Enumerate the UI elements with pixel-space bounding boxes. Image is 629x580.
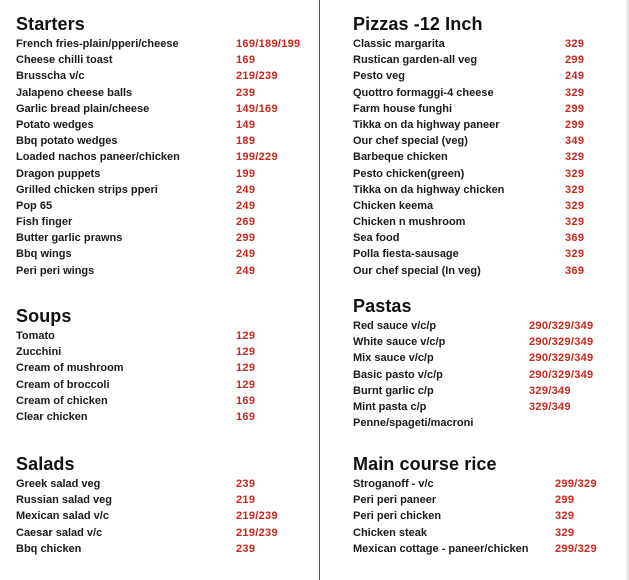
menu-item xyxy=(16,360,316,376)
menu-item xyxy=(353,334,623,350)
menu-item-price: 239 xyxy=(236,542,256,555)
menu-item-price: 329 xyxy=(555,526,575,539)
menu-item-name: Classic margarita xyxy=(353,38,445,50)
menu-item xyxy=(353,85,623,101)
menu-item xyxy=(16,68,316,84)
menu-item-name: Fish finger xyxy=(16,216,73,229)
menu-item xyxy=(16,393,316,409)
menu-item-name: Pop 65 xyxy=(16,199,53,212)
menu-item xyxy=(16,328,316,344)
menu-item-name: Grilled chicken strips pperi xyxy=(16,183,158,196)
menu-item xyxy=(16,344,316,360)
section-title-pizzas: Pizzas -12 Inch xyxy=(353,14,483,34)
menu-item-name: Peri peri wings xyxy=(16,264,95,277)
menu-item-name: Our chef special (In veg) xyxy=(353,264,481,277)
menu-item-price: 199 xyxy=(236,167,256,180)
menu-item-price: 329 xyxy=(565,86,585,99)
menu-item-name: Peri peri chicken xyxy=(353,510,442,523)
menu-item-price: 129 xyxy=(236,378,256,391)
menu-item-name: Pesto chicken(green) xyxy=(353,167,465,180)
soups-section xyxy=(16,306,316,425)
menu-item xyxy=(353,541,623,557)
menu-item-price: 249 xyxy=(236,264,256,277)
menu-item-price: 299 xyxy=(236,232,256,245)
menu-item xyxy=(353,383,623,399)
menu-item xyxy=(16,149,316,165)
menu-item xyxy=(353,52,623,68)
page-edge xyxy=(625,0,629,580)
menu-item xyxy=(16,377,316,393)
menu-item-price: 290/329/349 xyxy=(529,336,594,349)
menu-item xyxy=(16,263,316,279)
column-divider xyxy=(319,0,320,580)
menu-item-price: 329 xyxy=(565,216,585,229)
menu-item xyxy=(353,68,623,84)
menu-item-name: Barbeque chicken xyxy=(353,151,448,164)
menu-item xyxy=(16,508,316,524)
menu-item-name: Tikka on da highway chicken xyxy=(353,183,505,196)
menu-item-name: Chicken steak xyxy=(353,526,427,539)
menu-item-price: 349 xyxy=(565,135,585,148)
pizzas-items xyxy=(353,36,623,279)
starters-section xyxy=(16,14,316,279)
menu-item-price: 219/239 xyxy=(236,70,278,83)
menu-item-price: 329/349 xyxy=(529,384,571,397)
menu-item xyxy=(16,101,316,117)
menu-item-name: French fries-plain/pperi/cheese xyxy=(16,38,179,50)
menu-item-price: 369 xyxy=(565,232,585,245)
section-title-soups: Soups xyxy=(16,306,72,326)
menu-item xyxy=(16,52,316,68)
menu-item xyxy=(353,149,623,165)
pizzas-section xyxy=(353,14,623,279)
menu-item-price: 169 xyxy=(236,54,256,67)
menu-item-price: 239 xyxy=(236,478,256,490)
menu-item-price: 219 xyxy=(236,494,256,507)
rice-section xyxy=(353,454,623,557)
menu-item-name: Dragon puppets xyxy=(16,167,101,180)
menu-item-price: 239 xyxy=(236,86,256,99)
rice-items xyxy=(353,476,623,557)
menu-item xyxy=(16,182,316,198)
menu-item xyxy=(353,198,623,214)
menu-item xyxy=(16,133,316,149)
menu-item-price: 149 xyxy=(236,118,256,131)
menu-item-price: 299/329 xyxy=(555,478,597,490)
menu-item-price: 290/329/349 xyxy=(529,352,594,365)
menu-item-price: 169 xyxy=(236,394,256,407)
menu-item-price: 329 xyxy=(565,38,585,50)
menu-item-name: Bbq wings xyxy=(16,248,72,261)
menu-item-name: Tikka on da highway paneer xyxy=(353,118,500,131)
menu-item-price: 329/349 xyxy=(529,400,571,413)
menu-item-name: Sea food xyxy=(353,232,400,245)
menu-item-price: 199/229 xyxy=(236,151,278,164)
menu-item-price: 290/329/349 xyxy=(529,320,594,332)
pastas-items xyxy=(353,318,623,431)
menu-item-name: Butter garlic prawns xyxy=(16,232,123,245)
menu-item xyxy=(16,230,316,246)
menu-item-price: 269 xyxy=(236,216,256,229)
menu-item-name: Chicken keema xyxy=(353,199,434,212)
menu-item xyxy=(353,101,623,117)
starters-items xyxy=(16,36,316,279)
menu-item-price: 329 xyxy=(565,199,585,212)
section-title-rice: Main course rice xyxy=(353,454,497,474)
menu-item xyxy=(353,492,623,508)
menu-item xyxy=(353,525,623,541)
menu-item xyxy=(16,85,316,101)
menu-item-name: Zucchini xyxy=(16,346,62,359)
menu-item-name: Russian salad veg xyxy=(16,494,112,507)
menu-item-price: 290/329/349 xyxy=(529,368,594,381)
menu-item-price: 249 xyxy=(236,199,256,212)
menu-item-name: White sauce v/c/p xyxy=(353,336,446,349)
menu-item xyxy=(353,214,623,230)
menu-item-price: 149/169 xyxy=(236,102,278,115)
menu-item-name: Penne/spageti/macroni xyxy=(353,417,474,430)
menu-item xyxy=(16,246,316,262)
menu-item xyxy=(353,415,623,431)
menu-item-name: Basic pasto v/c/p xyxy=(353,368,443,381)
menu-item xyxy=(353,508,623,524)
menu-item-price: 169/189/199 xyxy=(236,38,301,50)
menu-item-name: Jalapeno cheese balls xyxy=(16,86,133,99)
menu-item-price: 219/239 xyxy=(236,526,278,539)
menu-item-price: 299 xyxy=(565,102,585,115)
menu-item-name: Peri peri paneer xyxy=(353,494,437,507)
menu-item xyxy=(353,476,623,492)
menu-item-name: Bbq potato wedges xyxy=(16,135,118,148)
menu-item-name: Polla fiesta-sausage xyxy=(353,248,459,261)
menu-item-name: Greek salad veg xyxy=(16,478,101,490)
menu-item xyxy=(16,525,316,541)
menu-item-name: Our chef special (veg) xyxy=(353,135,468,148)
menu-item-name: Stroganoff - v/c xyxy=(353,478,434,490)
soups-items xyxy=(16,328,316,425)
menu-item-name: Cream of chicken xyxy=(16,394,108,407)
menu-item xyxy=(353,367,623,383)
menu-item xyxy=(353,246,623,262)
section-title-starters: Starters xyxy=(16,14,85,34)
menu-item-price: 129 xyxy=(236,346,256,359)
section-title-salads: Salads xyxy=(16,454,75,474)
section-title-pastas: Pastas xyxy=(353,296,412,316)
menu-item xyxy=(353,166,623,182)
menu-item xyxy=(16,476,316,492)
menu-item xyxy=(353,117,623,133)
menu-item-price: 329 xyxy=(565,183,585,196)
menu-item xyxy=(353,230,623,246)
menu-item xyxy=(353,133,623,149)
menu-item xyxy=(353,263,623,279)
menu-item-price: 129 xyxy=(236,362,256,375)
menu-item-price: 299 xyxy=(555,494,575,507)
menu-item-name: Quottro formaggi-4 cheese xyxy=(353,86,494,99)
menu-item-name: Cheese chilli toast xyxy=(16,54,113,67)
menu-item xyxy=(353,399,623,415)
menu-item-name: Potato wedges xyxy=(16,118,94,131)
menu-item xyxy=(16,36,316,52)
menu-item-price: 329 xyxy=(555,510,575,523)
menu-item xyxy=(353,350,623,366)
menu-item-name: Pesto veg xyxy=(353,70,405,83)
menu-item-name: Red sauce v/c/p xyxy=(353,320,437,332)
salads-section xyxy=(16,454,316,557)
menu-item-name: Loaded nachos paneer/chicken xyxy=(16,151,180,164)
pastas-section xyxy=(353,296,623,431)
menu-item-name: Brusscha v/c xyxy=(16,70,85,83)
menu-item xyxy=(16,541,316,557)
menu-item xyxy=(16,166,316,182)
menu-item-name: Mexican cottage - paneer/chicken xyxy=(353,542,529,555)
salads-items xyxy=(16,476,316,557)
menu-item-price: 129 xyxy=(236,330,256,342)
menu-item xyxy=(353,182,623,198)
menu-item xyxy=(16,492,316,508)
menu-item-name: Mexican salad v/c xyxy=(16,510,109,523)
menu-item-name: Rustican garden-all veg xyxy=(353,54,478,67)
menu-item-price: 329 xyxy=(565,248,585,261)
menu-item-name: Farm house funghi xyxy=(353,102,452,115)
menu-item-name: Cream of broccoli xyxy=(16,378,110,391)
menu-item xyxy=(16,214,316,230)
menu-item xyxy=(16,409,316,425)
menu-item-price: 299 xyxy=(565,118,585,131)
menu-item-name: Bbq chicken xyxy=(16,542,82,555)
menu-item xyxy=(16,198,316,214)
menu-item-price: 219/239 xyxy=(236,510,278,523)
menu-item-name: Garlic bread plain/cheese xyxy=(16,102,150,115)
menu-item-name: Chicken n mushroom xyxy=(353,216,466,229)
menu-item-price: 169 xyxy=(236,410,256,423)
menu-item-price: 329 xyxy=(565,167,585,180)
menu-item xyxy=(353,36,623,52)
menu-item-name: Tomato xyxy=(16,330,55,342)
menu-item-price: 299 xyxy=(565,54,585,67)
menu-item-price: 329 xyxy=(565,151,585,164)
menu-item-name: Burnt garlic c/p xyxy=(353,384,434,397)
menu-item-price: 369 xyxy=(565,264,585,277)
menu-item xyxy=(353,318,623,334)
menu-item-price: 249 xyxy=(236,248,256,261)
menu-item-name: Mint pasta c/p xyxy=(353,400,427,413)
menu-item-price: 249 xyxy=(565,70,585,83)
menu-item-price: 189 xyxy=(236,135,256,148)
menu-item-name: Caesar salad v/c xyxy=(16,526,103,539)
menu-item-price: 249 xyxy=(236,183,256,196)
menu-item-name: Clear chicken xyxy=(16,410,88,423)
menu-item-name: Cream of mushroom xyxy=(16,362,124,375)
menu-item-name: Mix sauce v/c/p xyxy=(353,352,434,365)
menu-item-price: 299/329 xyxy=(555,542,597,555)
menu-item xyxy=(16,117,316,133)
